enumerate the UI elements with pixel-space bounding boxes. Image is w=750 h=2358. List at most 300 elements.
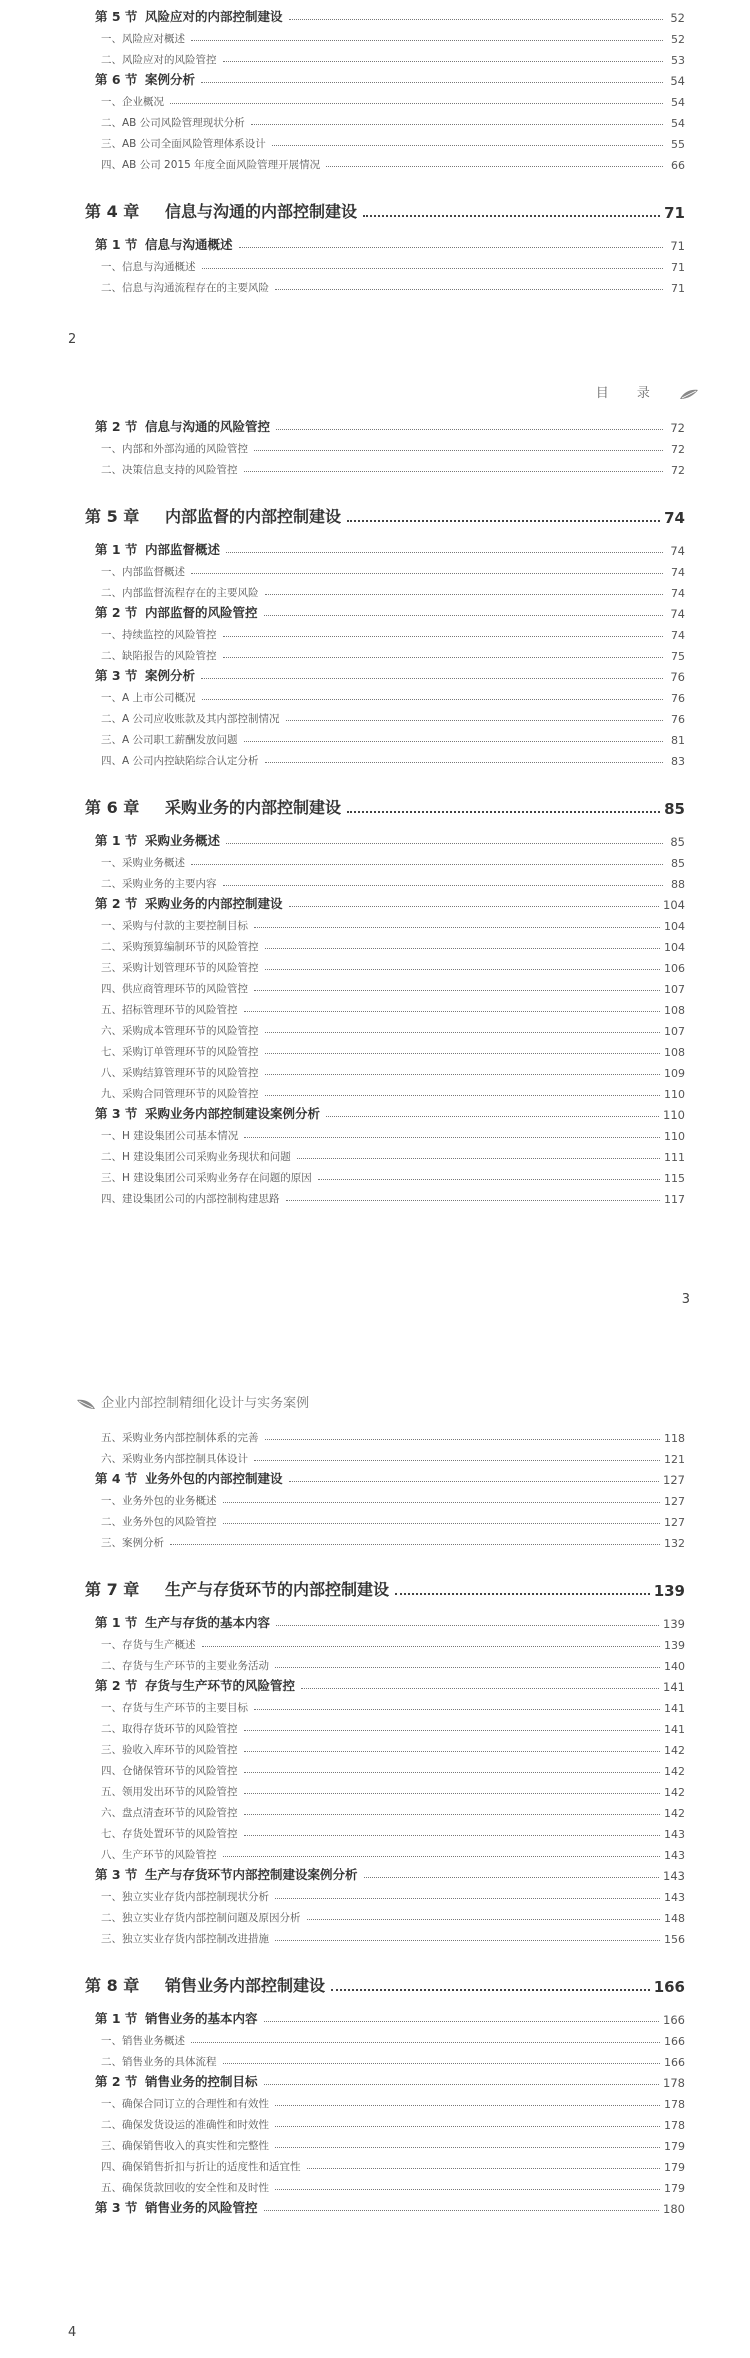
page-number: 127 (664, 1495, 685, 1508)
page-number: 166 (653, 1978, 685, 1996)
entry-title: 四、建设集团公司的内部控制构建思路 (101, 1193, 280, 1205)
page-number: 110 (664, 1130, 685, 1143)
dot-leader (297, 1158, 660, 1159)
entry-title: 二、存货与生产环节的主要业务活动 (101, 1660, 269, 1672)
entry-title: 一、信息与沟通概述 (101, 261, 196, 273)
dot-leader (331, 1989, 650, 1991)
entry-title: 七、采购订单管理环节的风险管控 (101, 1046, 259, 1058)
entry-title: 风险应对的内部控制建设 (145, 9, 283, 24)
page-number: 71 (664, 204, 685, 222)
entry-title: 三、案例分析 (101, 1537, 164, 1549)
entry-title: 一、独立实业存货内部控制现状分析 (101, 1891, 269, 1903)
page-number: 106 (664, 962, 685, 975)
section-entry (95, 2195, 685, 2216)
dot-leader (307, 2168, 661, 2169)
toc-item (95, 1143, 685, 1164)
entry-title: 内部监督概述 (145, 542, 221, 557)
entry-title: 二、H 建设集团公司采购业务现状和问题 (101, 1151, 291, 1163)
entry-title: 三、AB 公司全面风险管理体系设计 (101, 138, 266, 150)
toc-item (95, 933, 685, 954)
section-entry (95, 67, 685, 88)
page-3 (0, 360, 750, 1410)
page-number: 55 (671, 138, 685, 151)
dot-leader (265, 969, 661, 970)
page-number: 108 (664, 1004, 685, 1017)
entry-number: 第 3 节 (95, 1867, 138, 1882)
dot-leader (223, 885, 664, 886)
entry-title: 六、盘点清查环节的风险管控 (101, 1807, 238, 1819)
page-2 (0, 0, 750, 350)
page-number: 179 (664, 2182, 685, 2195)
toc-item (95, 642, 685, 663)
entry-title: 三、A 公司职工薪酬发放问题 (101, 734, 238, 746)
toc-item (95, 1017, 685, 1038)
page-number: 179 (664, 2161, 685, 2174)
dot-leader (226, 552, 663, 553)
page-number: 74 (671, 566, 685, 579)
toc-item (95, 25, 685, 46)
entry-title: 案例分析 (145, 72, 196, 87)
page-number: 109 (664, 1067, 685, 1080)
entry-title: 信息与沟通概述 (145, 237, 233, 252)
entry-title: 一、采购与付款的主要控制目标 (101, 920, 248, 932)
dot-leader (191, 40, 663, 41)
toc-item (95, 684, 685, 705)
toc-item (95, 130, 685, 151)
section-entry (95, 2069, 685, 2090)
dot-leader (244, 1793, 661, 1794)
page-number: 108 (664, 1046, 685, 1059)
entry-title: 业务外包的内部控制建设 (145, 1471, 283, 1486)
leaf-ornament-icon (75, 1397, 97, 1411)
dot-leader (289, 19, 663, 20)
entry-number: 第 4 章 (85, 202, 140, 221)
toc-item (95, 705, 685, 726)
toc-item (95, 1529, 685, 1550)
page-number: 74 (671, 587, 685, 600)
entry-title: 内部监督的内部控制建设 (165, 507, 342, 526)
entry-number: 第 2 节 (95, 896, 138, 911)
entry-title: 生产与存货环节的内部控制建设 (165, 1580, 390, 1599)
entry-title: 一、内部和外部沟通的风险管控 (101, 443, 248, 455)
dot-leader (275, 2126, 660, 2127)
toc-list (85, 1424, 685, 2216)
dot-leader (251, 124, 663, 125)
entry-title: 二、信息与沟通流程存在的主要风险 (101, 282, 269, 294)
toc-item (95, 109, 685, 130)
entry-title: 五、招标管理环节的风险管控 (101, 1004, 238, 1016)
entry-title: 案例分析 (145, 668, 196, 683)
toc-item (95, 912, 685, 933)
dot-leader (289, 906, 660, 907)
section-entry (95, 414, 685, 435)
toc-item (95, 1652, 685, 1673)
toc-item (95, 1820, 685, 1841)
page-number: 139 (663, 1617, 685, 1631)
toc-item (95, 1631, 685, 1652)
page-number: 74 (670, 544, 685, 558)
entry-title: 一、销售业务概述 (101, 2035, 185, 2047)
page-number: 127 (664, 1516, 685, 1529)
dot-leader (272, 145, 663, 146)
toc-item (95, 1487, 685, 1508)
dot-leader (223, 1856, 661, 1857)
dot-leader (289, 1481, 660, 1482)
entry-title: 四、仓储保管环节的风险管控 (101, 1765, 238, 1777)
entry-title: 二、AB 公司风险管理现状分析 (101, 117, 245, 129)
dot-leader (191, 573, 663, 574)
dot-leader (275, 289, 663, 290)
page-number: 71 (671, 261, 685, 274)
entry-title: 二、内部监督流程存在的主要风险 (101, 587, 259, 599)
page-number: 132 (664, 1537, 685, 1550)
toc-item (95, 1883, 685, 1904)
entry-title: 生产与存货的基本内容 (145, 1615, 271, 1630)
page-number: 53 (671, 54, 685, 67)
entry-number: 第 1 节 (95, 237, 138, 252)
dot-leader (244, 741, 663, 742)
page-number: 142 (664, 1744, 685, 1757)
dot-leader (244, 1751, 661, 1752)
page-number: 142 (664, 1807, 685, 1820)
entry-number: 第 6 章 (85, 798, 140, 817)
page-number: 74 (671, 629, 685, 642)
entry-number: 第 1 节 (95, 542, 138, 557)
page-number: 180 (663, 2202, 685, 2216)
page-number: 139 (664, 1639, 685, 1652)
dot-leader (223, 1523, 661, 1524)
toc-item (95, 1164, 685, 1185)
dot-leader (347, 811, 660, 813)
toc-list (85, 414, 685, 1206)
chapter-entry (85, 790, 685, 818)
section-entry (95, 828, 685, 849)
entry-number: 第 6 节 (95, 72, 138, 87)
dot-leader (201, 82, 663, 83)
chapter-entry (85, 1572, 685, 1600)
entry-title: 信息与沟通的风险管控 (145, 419, 271, 434)
toc-item (95, 975, 685, 996)
dot-leader (326, 1116, 659, 1117)
entry-number: 第 2 节 (95, 605, 138, 620)
page-number: 76 (671, 692, 685, 705)
toc-item (95, 1841, 685, 1862)
section-entry (95, 891, 685, 912)
page-number: 104 (664, 941, 685, 954)
entry-number: 第 3 节 (95, 668, 138, 683)
entry-title: 一、内部监督概述 (101, 566, 185, 578)
entry-title: 六、采购成本管理环节的风险管控 (101, 1025, 259, 1037)
page-number: 54 (671, 96, 685, 109)
entry-title: 销售业务的基本内容 (145, 2011, 258, 2026)
toc-item (95, 579, 685, 600)
entry-title: 采购业务的内部控制建设 (165, 798, 342, 817)
page-number: 178 (664, 2119, 685, 2132)
page-number: 140 (664, 1660, 685, 1673)
dot-leader (244, 1772, 661, 1773)
entry-title: 一、存货与生产环节的主要目标 (101, 1702, 248, 1714)
entry-title: 内部监督的风险管控 (145, 605, 258, 620)
section-entry (95, 600, 685, 621)
page-number: 54 (671, 117, 685, 130)
page-number: 52 (671, 33, 685, 46)
page-4 (0, 1380, 750, 2358)
dot-leader (363, 215, 660, 217)
dot-leader (191, 864, 663, 865)
page-number: 107 (664, 983, 685, 996)
section-entry (95, 232, 685, 253)
page-number: 76 (671, 713, 685, 726)
page-number: 71 (670, 239, 685, 253)
page-number: 142 (664, 1786, 685, 1799)
entry-title: 五、领用发出环节的风险管控 (101, 1786, 238, 1798)
entry-title: 二、确保发货设运的准确性和时效性 (101, 2119, 269, 2131)
page-number: 118 (664, 1432, 685, 1445)
dot-leader (265, 1032, 661, 1033)
toc-item (95, 1122, 685, 1143)
toc-item (95, 456, 685, 477)
dot-leader (223, 1502, 661, 1503)
entry-number: 第 5 章 (85, 507, 140, 526)
entry-title: 二、A 公司应收账款及其内部控制情况 (101, 713, 280, 725)
entry-title: 二、风险应对的风险管控 (101, 54, 217, 66)
page-number: 76 (670, 670, 685, 684)
dot-leader (264, 2084, 660, 2085)
page-number: 127 (663, 1473, 685, 1487)
toc-item (95, 996, 685, 1017)
page-number: 54 (670, 74, 685, 88)
toc-item (95, 726, 685, 747)
toc-item (95, 1080, 685, 1101)
page-number: 143 (664, 1828, 685, 1841)
toc-item (95, 1445, 685, 1466)
toc-item (95, 1757, 685, 1778)
dot-leader (326, 166, 663, 167)
entry-number: 第 4 节 (95, 1471, 138, 1486)
dot-leader (223, 2063, 661, 2064)
dot-leader (276, 429, 663, 430)
toc-item (95, 747, 685, 768)
toc-item (95, 151, 685, 172)
dot-leader (264, 615, 663, 616)
entry-title: 信息与沟通的内部控制建设 (165, 202, 358, 221)
dot-leader (223, 61, 664, 62)
entry-title: 三、验收入库环节的风险管控 (101, 1744, 238, 1756)
toc-item (95, 1424, 685, 1445)
toc-item (95, 2174, 685, 2195)
dot-leader (244, 1814, 661, 1815)
toc-item (95, 1694, 685, 1715)
dot-leader (264, 2021, 660, 2022)
page-number: 115 (664, 1172, 685, 1185)
page-number: 143 (663, 1869, 685, 1883)
entry-title: 一、H 建设集团公司基本情况 (101, 1130, 239, 1142)
toc-item (95, 2027, 685, 2048)
page-number: 88 (671, 878, 685, 891)
entry-title: 采购业务的内部控制建设 (145, 896, 283, 911)
dot-leader (275, 2147, 660, 2148)
running-header: 目 录 (596, 382, 700, 401)
page-number: 121 (664, 1453, 685, 1466)
entry-title: 九、采购合同管理环节的风险管控 (101, 1088, 259, 1100)
section-entry (95, 4, 685, 25)
chapter-entry (85, 499, 685, 527)
entry-title: 采购业务概述 (145, 833, 221, 848)
page-number: 148 (664, 1912, 685, 1925)
entry-title: 八、生产环节的风险管控 (101, 1849, 217, 1861)
dot-leader (286, 1200, 661, 1201)
dot-leader (244, 1011, 661, 1012)
page-folio: 4 (68, 2325, 77, 2340)
running-header: 企业内部控制精细化设计与实务案例 (75, 1392, 309, 1411)
entry-title: 一、持续监控的风险管控 (101, 629, 217, 641)
entry-title: 三、确保销售收入的真实性和完整性 (101, 2140, 269, 2152)
dot-leader (265, 762, 663, 763)
dot-leader (275, 1940, 660, 1941)
page-number: 143 (664, 1849, 685, 1862)
toc-item (95, 849, 685, 870)
page-number: 85 (664, 800, 685, 818)
dot-leader (170, 103, 663, 104)
entry-title: 四、供应商管理环节的风险管控 (101, 983, 248, 995)
page-number: 141 (663, 1680, 685, 1694)
toc-item (95, 2090, 685, 2111)
entry-title: 二、销售业务的具体流程 (101, 2056, 217, 2068)
dot-leader (264, 2210, 660, 2211)
dot-leader (223, 636, 664, 637)
dot-leader (275, 2189, 660, 2190)
dot-leader (395, 1593, 650, 1595)
entry-title: 生产与存货环节内部控制建设案例分析 (145, 1867, 358, 1882)
entry-title: 二、决策信息支持的风险管控 (101, 464, 238, 476)
entry-title: 一、A 上市公司概况 (101, 692, 196, 704)
entry-title: 采购业务内部控制建设案例分析 (145, 1106, 321, 1121)
page-number: 110 (664, 1088, 685, 1101)
entry-title: 七、存货处置环节的风险管控 (101, 1828, 238, 1840)
entry-title: 一、存货与生产概述 (101, 1639, 196, 1651)
entry-number: 第 3 节 (95, 1106, 138, 1121)
toc-item (95, 2132, 685, 2153)
dot-leader (301, 1688, 659, 1689)
entry-title: 一、业务外包的业务概述 (101, 1495, 217, 1507)
entry-title: 五、确保货款回收的安全性和及时性 (101, 2182, 269, 2194)
section-entry (95, 1610, 685, 1631)
dot-leader (265, 1074, 661, 1075)
entry-title: 销售业务的控制目标 (145, 2074, 258, 2089)
page-number: 85 (670, 835, 685, 849)
toc-item (95, 2153, 685, 2174)
dot-leader (276, 1625, 659, 1626)
chapter-entry (85, 1968, 685, 1996)
entry-number: 第 1 节 (95, 1615, 138, 1630)
page-number: 142 (664, 1765, 685, 1778)
page-number: 166 (663, 2013, 685, 2027)
page-number: 141 (664, 1702, 685, 1715)
toc-item (95, 1038, 685, 1059)
dot-leader (265, 948, 661, 949)
dot-leader (201, 678, 663, 679)
section-entry (95, 1101, 685, 1122)
entry-number: 第 7 章 (85, 1580, 140, 1599)
dot-leader (226, 843, 663, 844)
page-number: 75 (671, 650, 685, 663)
entry-number: 第 2 节 (95, 419, 138, 434)
dot-leader (254, 450, 663, 451)
chapter-entry (85, 194, 685, 222)
section-entry (95, 1862, 685, 1883)
dot-leader (254, 1460, 660, 1461)
page-number: 178 (664, 2098, 685, 2111)
toc-item (95, 1925, 685, 1946)
dot-leader (307, 1919, 661, 1920)
page-number: 71 (671, 282, 685, 295)
entry-number: 第 2 节 (95, 2074, 138, 2089)
dot-leader (244, 1835, 661, 1836)
entry-title: 销售业务内部控制建设 (165, 1976, 326, 1995)
page-number: 110 (663, 1108, 685, 1122)
dot-leader (254, 990, 660, 991)
entry-title: 一、采购业务概述 (101, 857, 185, 869)
toc-item (95, 1736, 685, 1757)
page-number: 104 (664, 920, 685, 933)
page-number: 81 (671, 734, 685, 747)
entry-number: 第 2 节 (95, 1678, 138, 1693)
dot-leader (364, 1877, 660, 1878)
entry-title: 三、采购计划管理环节的风险管控 (101, 962, 259, 974)
entry-title: 四、AB 公司 2015 年度全面风险管理开展情况 (101, 159, 321, 171)
toc-item (95, 954, 685, 975)
dot-leader (191, 2042, 660, 2043)
page-number: 179 (664, 2140, 685, 2153)
toc-item (95, 274, 685, 295)
page-number: 143 (664, 1891, 685, 1904)
page-folio: 3 (681, 1292, 690, 1307)
dot-leader (254, 927, 660, 928)
entry-title: 二、业务外包的风险管控 (101, 1516, 217, 1528)
page-number: 107 (664, 1025, 685, 1038)
dot-leader (347, 520, 660, 522)
toc-item (95, 88, 685, 109)
toc-item (95, 1799, 685, 1820)
entry-title: 二、采购业务的主要内容 (101, 878, 217, 890)
page-number: 178 (663, 2076, 685, 2090)
section-entry (95, 1466, 685, 1487)
page-number: 74 (664, 509, 685, 527)
entry-title: 存货与生产环节的风险管控 (145, 1678, 296, 1693)
dot-leader (244, 1137, 660, 1138)
entry-title: 一、确保合同订立的合理性和有效性 (101, 2098, 269, 2110)
toc-item (95, 1904, 685, 1925)
page-number: 72 (671, 464, 685, 477)
page-number: 104 (663, 898, 685, 912)
toc-item (95, 435, 685, 456)
toc-item (95, 2111, 685, 2132)
page-number: 117 (664, 1193, 685, 1206)
entry-number: 第 1 节 (95, 2011, 138, 2026)
dot-leader (275, 2105, 660, 2106)
entry-title: 四、确保销售折扣与折让的适度性和适宜性 (101, 2161, 301, 2173)
entry-title: 二、独立实业存货内部控制问题及原因分析 (101, 1912, 301, 1924)
page-number: 141 (664, 1723, 685, 1736)
dot-leader (286, 720, 663, 721)
entry-title: 二、缺陷报告的风险管控 (101, 650, 217, 662)
page-number: 66 (671, 159, 685, 172)
page-number: 85 (671, 857, 685, 870)
dot-leader (318, 1179, 660, 1180)
dot-leader (202, 268, 664, 269)
entry-title: 一、风险应对概述 (101, 33, 185, 45)
toc-item (95, 1185, 685, 1206)
